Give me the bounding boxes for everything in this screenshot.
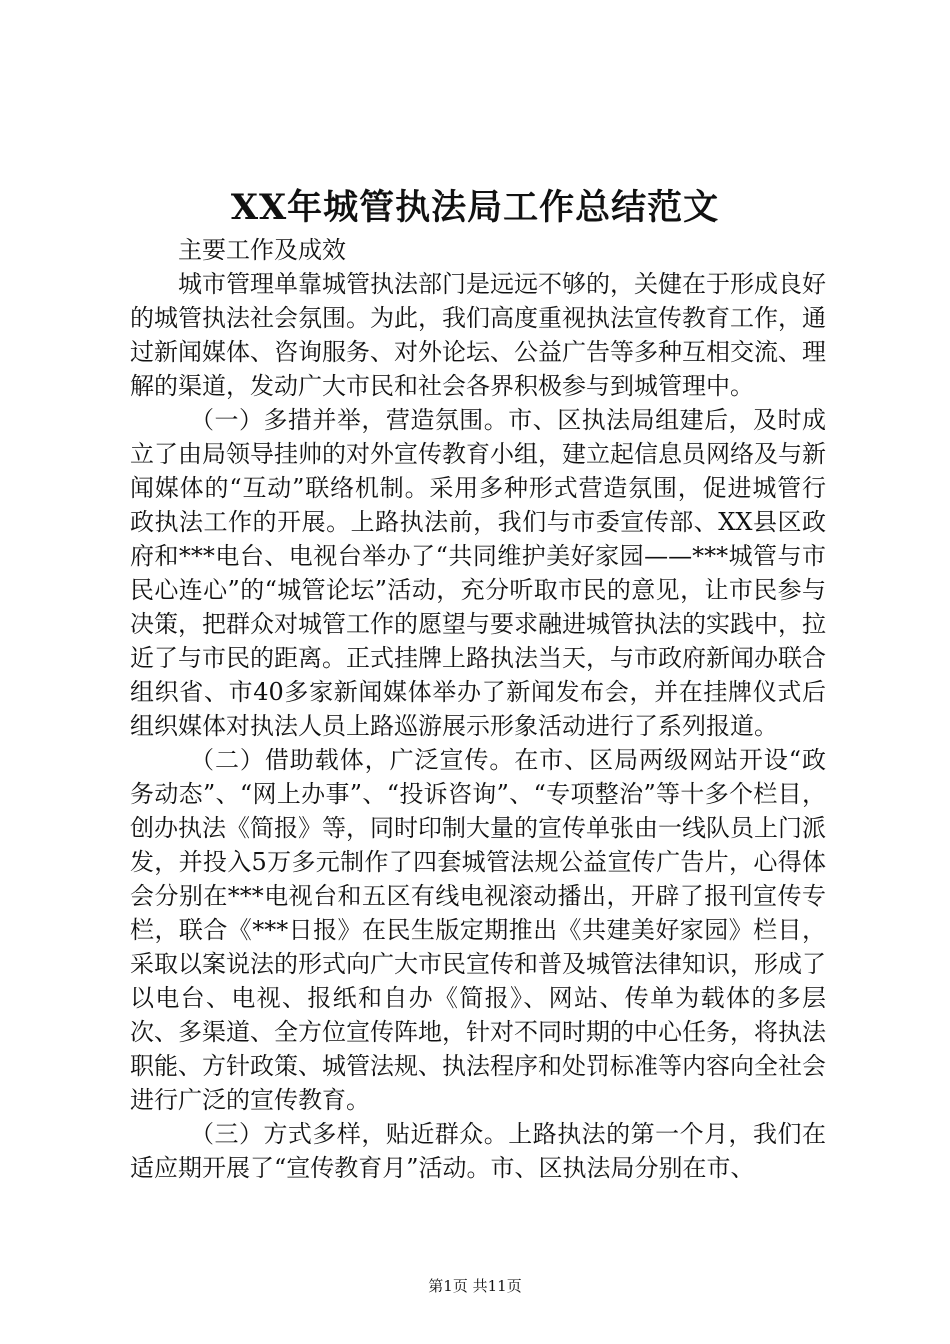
document-body [130,233,826,1185]
page-footer: 第1页 共11页 [428,1277,522,1295]
paragraph-item-2: （二）借助载体，广泛宣传。在市、区局两级网站开设“政务动态”、“网上办事”、“投诉咨询”、“专项整治”等十多个栏目，创办执法《简报》等，同时印制大量的宣传单张由一线队员上门派发，并投入5万多元制作了四套城管法规公益宣传广告片，心得体会分别在***电视台和五区有线电视滚动播出，开辟了报刊宣传专栏，联合《***日报》在民生版定期推出《共建美好家园》栏目，采取以案说法的形式向广大市民宣传和普及城管法律知识，形成了以电台、电视、报纸和自办《简报》、网站、传单为载体的多层次、多渠道、全方位宣传阵地，针对不同时期的中心任务，将执法职能、方针政策、城管法规、执法程序和处罚标准等内容向全社会进行广泛的宣传教育。 [130,746,826,1114]
paragraph-intro: 城市管理单靠城管执法部门是远远不够的，关健在于形成良好的城管执法社会氛围。为此，我们高度重视执法宣传教育工作，通过新闻媒体、咨询服务、对外论坛、公益广告等多种互相交流、理解的渠道，发动广大市民和社会各界积极参与到城管理中。 [130,270,826,400]
paragraph-item-1: （一）多措并举，营造氛围。市、区执法局组建后，及时成立了由局领导挂帅的对外宣传教育小组，建立起信息员网络及与新闻媒体的“互动”联络机制。采用多种形式营造氛围，促进城管行政执法工作的开展。上路执法前，我们与市委宣传部、XX县区政府和***电台、电视台举办了“共同维护美好家园——***城管与市民心连心”的“城管论坛”活动，充分听取市民的意见，让市民参与决策，把群众对城管工作的愿望与要求融进城管执法的实践中，拉近了与市民的距离。正式挂牌上路执法当天，与市政府新闻办联合组织省、市40多家新闻媒体举办了新闻发布会，并在挂牌仪式后组织媒体对执法人员上路巡游展示形象活动进行了系列报道。 [130,406,826,740]
document-title: XX年城管执法局工作总结范文 [230,187,720,228]
paragraph-item-3: （三）方式多样，贴近群众。上路执法的第一个月，我们在适应期开展了“宣传教育月”活动。市、区执法局分别在市、 [130,1120,826,1182]
section-heading: 主要工作及成效 [178,236,346,264]
